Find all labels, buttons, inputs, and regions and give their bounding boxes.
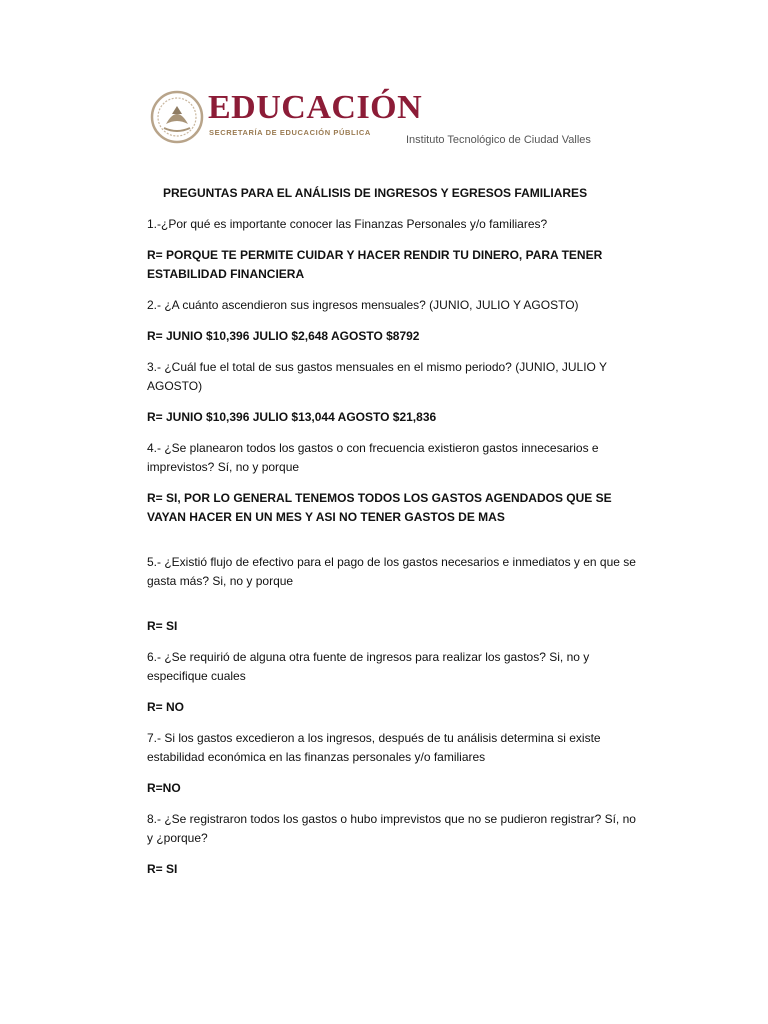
answer-3: R= JUNIO $10,396 JULIO $13,044 AGOSTO $21,836 xyxy=(147,410,437,424)
question-8: 8.- ¿Se registraron todos los gastos o hubo imprevistos que no se pudieron registrar? Sí, no y ¿porque? xyxy=(147,812,636,845)
answer-7: R=NO xyxy=(147,781,181,795)
answer-1: R= PORQUE TE PERMITE CUIDAR Y HACER RENDIR TU DINERO, PARA TENER ESTABILIDAD FINANCIERA xyxy=(147,248,603,281)
question-3: 3.- ¿Cuál fue el total de sus gastos mensuales en el mismo periodo? (JUNIO, JULIO Y AGOSTO) xyxy=(147,360,607,393)
question-1: 1.-¿Por qué es importante conocer las Finanzas Personales y/o familiares? xyxy=(147,217,548,231)
mexico-seal-icon xyxy=(150,90,204,144)
document-title: PREGUNTAS PARA EL ANÁLISIS DE INGRESOS Y EGRESOS FAMILIARES xyxy=(163,186,588,200)
question-2: 2.- ¿A cuánto ascendieron sus ingresos mensuales? (JUNIO, JULIO Y AGOSTO) xyxy=(147,298,579,312)
question-5: 5.- ¿Existió flujo de efectivo para el pago de los gastos necesarios e inmediatos y en que se gasta más? Si, no y porque xyxy=(147,555,636,588)
spacer xyxy=(147,539,642,553)
logo-title: EDUCACIÓN xyxy=(208,89,423,126)
question-4: 4.- ¿Se planearon todos los gastos o con frecuencia existieron gastos innecesarios e imprevistos? Sí, no y porque xyxy=(147,441,599,474)
question-7: 7.- Si los gastos excedieron a los ingresos, después de tu análisis determina si existe estabilidad económica en las finanzas personales y/o familiares xyxy=(147,731,601,764)
answer-4: R= SI, POR LO GENERAL TENEMOS TODOS LOS GASTOS AGENDADOS QUE SE VAYAN HACER EN UN MES Y ASI NO TENER GASTOS DE MAS xyxy=(147,491,612,524)
answer-8: R= SI xyxy=(147,862,178,876)
document-header xyxy=(150,88,630,158)
answer-6: R= NO xyxy=(147,700,185,714)
answer-5: R= SI xyxy=(147,619,178,633)
logo-subtitle: SECRETARÍA DE EDUCACIÓN PÚBLICA xyxy=(209,128,371,137)
institute-name: Instituto Tecnológico de Ciudad Valles xyxy=(406,134,591,146)
answer-2: R= JUNIO $10,396 JULIO $2,648 AGOSTO $8792 xyxy=(147,329,420,343)
question-6: 6.- ¿Se requirió de alguna otra fuente de ingresos para realizar los gastos? Si, no y especifique cuales xyxy=(147,650,590,683)
document-body xyxy=(147,184,642,891)
spacer xyxy=(147,603,642,617)
